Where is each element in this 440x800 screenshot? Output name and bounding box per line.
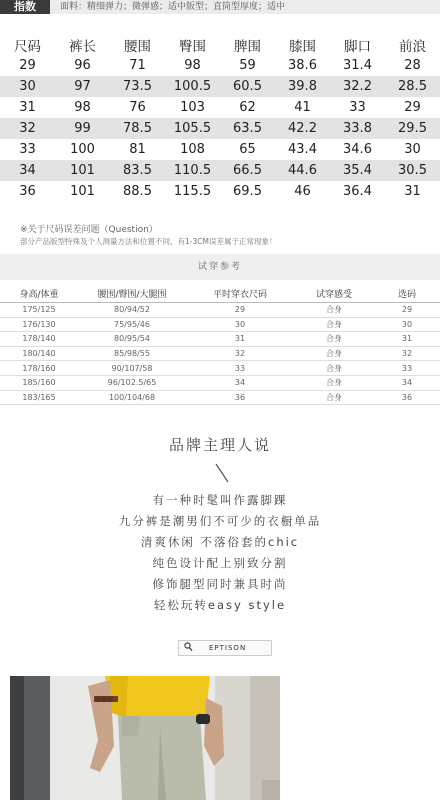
table-cell: 43.4 [288,142,317,157]
table-cell: 30 [374,317,440,332]
table-cell: 合身 [294,361,374,376]
table-cell: 31.4 [343,58,372,73]
col-header: 腰围 [124,38,151,55]
table-cell: 80/94/52 [78,303,186,318]
brand-line: 九分裤是潮男们不可少的衣橱单品 [118,514,322,528]
brand-title: 品牌主理人说 [168,436,271,454]
table-cell: 31 [186,332,294,347]
table-cell: 33.8 [343,121,372,136]
table-cell: 175/125 [0,303,78,318]
top-strip [0,0,440,14]
size-table-header [0,34,440,55]
table-row [0,139,440,160]
table-row [0,181,440,202]
table-cell: 44.6 [288,163,317,178]
col-header: 身高/体重 [0,284,78,303]
fabric-summary: 面料：精细弹力；微弹感；适中版型；直筒型厚度；适中 [60,2,286,12]
table-cell: 31 [374,332,440,347]
brand-search-box[interactable] [178,640,272,656]
table-cell: 110.5 [173,163,212,178]
brand-line: 纯色设计配上别致分割 [152,556,288,570]
table-cell: 36 [374,390,440,405]
table-cell: 115.5 [173,184,212,199]
divider-slash [213,462,233,486]
table-cell: 38.6 [288,58,317,73]
table-cell: 183/165 [0,390,78,405]
table-cell: 33 [19,142,36,157]
table-cell: 176/130 [0,317,78,332]
table-cell: 29 [186,303,294,318]
table-cell: 105.5 [173,121,212,136]
table-cell: 178/140 [0,332,78,347]
table-cell: 34.6 [343,142,372,157]
table-cell: 29 [374,303,440,318]
col-header: 试穿感受 [294,284,374,303]
table-row [0,317,440,332]
table-cell: 34 [19,163,36,178]
table-cell: 31 [19,100,36,115]
table-cell: 76 [129,100,146,115]
table-cell: 28 [404,58,421,73]
col-header: 臀围 [179,38,206,55]
col-header: 前浪 [399,38,426,55]
table-row [0,160,440,181]
table-cell: 29 [404,100,421,115]
table-cell: 41 [294,100,311,115]
tryon-title: 试穿参考 [0,254,440,280]
table-cell: 34 [186,375,294,390]
section-tag: 指数 [0,0,50,14]
table-cell: 32 [374,346,440,361]
table-cell: 60.5 [233,79,262,94]
table-cell: 30.5 [398,163,427,178]
table-cell: 108 [180,142,205,157]
table-cell: 75/95/46 [78,317,186,332]
brand-line: 清爽休闲 不落俗套的chic [140,535,300,549]
tryon-header [0,284,440,303]
table-cell: 88.5 [123,184,152,199]
brand-line: 轻松玩转easy style [153,598,287,612]
table-cell: 33 [349,100,366,115]
table-cell: 29.5 [398,121,427,136]
table-cell: 97 [74,79,91,94]
table-cell: 69.5 [233,184,262,199]
table-row [0,375,440,390]
notes-title: ※关于尺码误差问题（Question） [20,225,158,235]
table-cell: 34 [374,375,440,390]
table-cell: 73.5 [123,79,152,94]
table-cell: 36 [186,390,294,405]
table-cell: 31 [404,184,421,199]
size-notes [20,224,420,248]
table-cell: 32 [19,121,36,136]
search-icon [184,642,193,655]
table-cell: 30 [19,79,36,94]
table-cell: 33 [186,361,294,376]
table-cell: 100 [70,142,95,157]
table-cell: 178/160 [0,361,78,376]
table-cell: 100.5 [173,79,212,94]
table-cell: 63.5 [233,121,262,136]
table-cell: 32.2 [343,79,372,94]
table-row [0,346,440,361]
col-header: 裤长 [69,38,96,55]
col-header: 脚口 [344,38,371,55]
table-cell: 35.4 [343,163,372,178]
table-cell: 46 [294,184,311,199]
table-row [0,55,440,76]
brand-line: 修饰腿型同时兼具时尚 [152,577,288,591]
table-cell: 28.5 [398,79,427,94]
table-cell: 101 [70,184,95,199]
table-cell: 30 [186,317,294,332]
table-cell: 39.8 [288,79,317,94]
table-cell: 80/95/54 [78,332,186,347]
table-cell: 85/98/55 [78,346,186,361]
table-row [0,97,440,118]
table-cell: 合身 [294,317,374,332]
table-cell: 30 [404,142,421,157]
table-cell: 96 [74,58,91,73]
table-cell: 29 [19,58,36,73]
table-cell: 103 [180,100,205,115]
brand-search-label: EPTISON [209,644,247,652]
table-cell: 96/102.5/65 [78,375,186,390]
table-cell: 66.5 [233,163,262,178]
col-header: 腰围/臀围/大腿围 [78,284,186,303]
notes-body: 部分产品版型特殊及个人测量方法和位置不同，有1-3CM误差属于正常现象！ [20,237,277,246]
table-cell: 83.5 [123,163,152,178]
table-row [0,76,440,97]
table-cell: 71 [129,58,146,73]
table-cell: 合身 [294,332,374,347]
table-cell: 62 [239,100,256,115]
col-header: 选码 [374,284,440,303]
table-cell: 99 [74,121,91,136]
table-cell: 100/104/68 [78,390,186,405]
table-row [0,390,440,405]
table-cell: 33 [374,361,440,376]
table-cell: 81 [129,142,146,157]
table-cell: 98 [74,100,91,115]
table-cell: 合身 [294,390,374,405]
table-cell: 36.4 [343,184,372,199]
table-cell: 101 [70,163,95,178]
table-cell: 合身 [294,346,374,361]
col-header: 平时穿衣尺码 [186,284,294,303]
table-cell: 98 [184,58,201,73]
table-row [0,303,440,318]
table-cell: 42.2 [288,121,317,136]
table-cell: 65 [239,142,256,157]
table-cell: 59 [239,58,256,73]
table-cell: 合身 [294,375,374,390]
tryon-table [0,284,440,405]
table-cell: 90/107/58 [78,361,186,376]
brand-copy [0,490,440,616]
table-cell: 180/140 [0,346,78,361]
col-header: 脾围 [234,38,261,55]
table-cell: 78.5 [123,121,152,136]
table-cell: 合身 [294,303,374,318]
col-header: 尺码 [14,38,41,55]
table-cell: 36 [19,184,36,199]
size-table [0,34,440,202]
table-row [0,332,440,347]
table-row [0,361,440,376]
product-photo [10,676,280,800]
brand-line: 有一种时髦叫作露脚踝 [152,493,288,507]
table-row [0,118,440,139]
table-cell: 185/160 [0,375,78,390]
table-cell: 32 [186,346,294,361]
col-header: 膝围 [289,38,316,55]
